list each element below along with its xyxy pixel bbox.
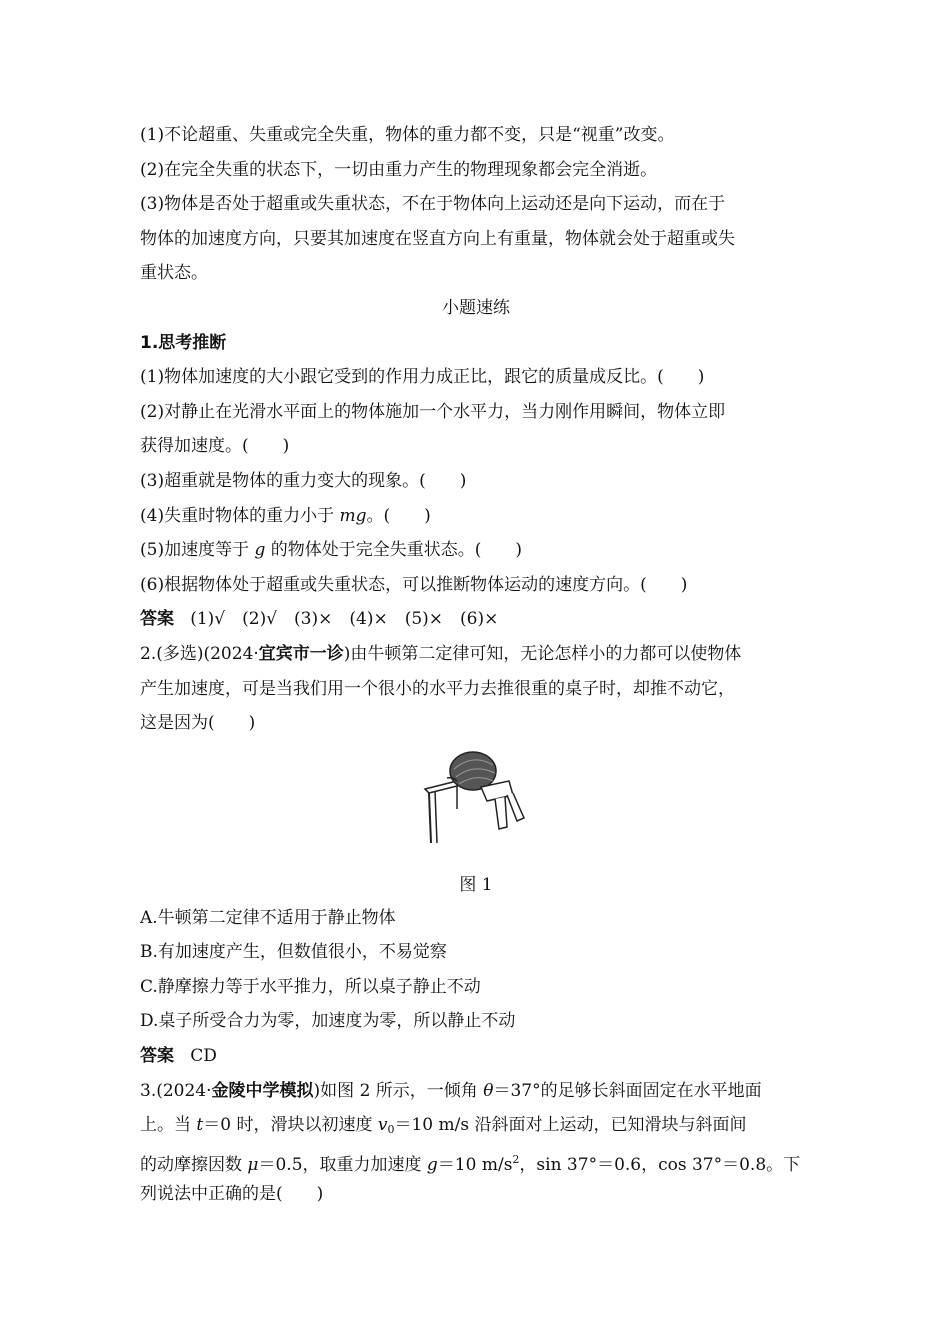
superscript: 2 <box>512 1152 520 1166</box>
var-g: g <box>254 540 266 561</box>
subscript: 0 <box>387 1123 395 1137</box>
q1-item-4 <box>140 499 812 534</box>
q1-heading: 1.思考推断 <box>140 332 227 353</box>
text: ＝10 m/s <box>437 1154 513 1175</box>
q3-stem-line: 列说法中正确的是( ) <box>140 1184 324 1205</box>
q2-option-d: D.桌子所受合力为零，加速度为零，所以静止不动 <box>140 1011 516 1032</box>
note-line: (2)在完全失重的状态下，一切由重力产生的物理现象都会完全消逝。 <box>140 159 658 180</box>
text: )如图 2 所示，一倾角 <box>313 1080 484 1101</box>
q2-source: 宜宾市一诊 <box>258 643 344 664</box>
q2-option-c: C.静摩擦力等于水平推力，所以桌子静止不动 <box>140 976 481 997</box>
text: ＝10 m/s 沿斜面对上运动，已知滑块与斜面间 <box>394 1115 747 1136</box>
person-pushing-table-illustration <box>421 751 531 851</box>
section-title: 小题速练 <box>442 297 510 318</box>
q1-item: (1)物体加速度的大小跟它受到的作用力成正比，跟它的质量成反比。( ) <box>140 367 705 388</box>
var-mg: mg <box>339 505 367 526</box>
notes-block <box>140 118 812 291</box>
text: 3.(2024· <box>140 1080 212 1101</box>
text: ，sin 37°＝0.6，cos 37°＝0.8。下 <box>519 1154 801 1175</box>
figure-1-caption: 图 1 <box>459 874 493 895</box>
note-line: (3)物体是否处于超重或失重状态，不在于物体向上运动还是向下运动，而在于 <box>140 194 726 215</box>
q2-option-b: B.有加速度产生，但数值很小，不易觉察 <box>140 942 447 963</box>
text: (4)失重时物体的重力小于 <box>140 505 340 526</box>
question-3 <box>140 1074 812 1212</box>
answer-label: 答案 <box>140 1046 174 1067</box>
answer-text: CD <box>190 1046 217 1067</box>
note-line: 物体的加速度方向，只要其加速度在竖直方向上有重量，物体就会处于超重或失 <box>140 228 735 249</box>
text: 上。当 <box>140 1115 197 1136</box>
q1-answer <box>140 602 812 637</box>
q1-item: (2)对静止在光滑水平面上的物体施加一个水平力，当力刚作用瞬间，物体立即 <box>140 401 726 422</box>
text: )由牛顿第二定律可知，无论怎样小的力都可以使物体 <box>343 643 742 664</box>
text: ＝0 时，滑块以初速度 <box>203 1115 378 1136</box>
text: 。( ) <box>366 505 431 526</box>
text: ＝0.5，取重力加速度 <box>258 1154 427 1175</box>
var-g: g <box>426 1154 438 1175</box>
q3-stem-line <box>140 1108 812 1143</box>
text: 2.(多选)(2024· <box>140 643 259 664</box>
q2-stem-line <box>140 637 812 672</box>
question-2 <box>140 637 812 1074</box>
q3-stem-line <box>140 1143 812 1178</box>
q2-option-a: A.牛顿第二定律不适用于静止物体 <box>140 907 396 928</box>
q3-source: 金陵中学模拟 <box>211 1080 314 1101</box>
var-t: t <box>196 1115 204 1136</box>
text: ＝37°的足够长斜面固定在水平地面 <box>493 1080 762 1101</box>
question-1 <box>140 326 812 637</box>
q2-answer <box>140 1039 812 1074</box>
note-line: 重状态。 <box>140 263 208 284</box>
q1-item: (6)根据物体处于超重或失重状态，可以推断物体运动的速度方向。( ) <box>140 574 688 595</box>
q1-item: (3)超重就是物体的重力变大的现象。( ) <box>140 470 467 491</box>
text: 的物体处于完全失重状态。( ) <box>265 540 523 561</box>
q2-stem-line: 这是因为( ) <box>140 713 256 734</box>
document-page <box>140 118 812 1212</box>
q2-stem-line: 产生加速度，可是当我们用一个很小的水平力去推很重的桌子时，却推不动它， <box>140 678 735 699</box>
q3-stem-line <box>140 1074 812 1109</box>
text: 的动摩擦因数 <box>140 1154 248 1175</box>
q1-item-5 <box>140 533 812 568</box>
note-line: (1)不论超重、失重或完全失重，物体的重力都不变，只是“视重”改变。 <box>140 125 675 145</box>
answer-label: 答案 <box>140 609 174 630</box>
var-v: v <box>377 1115 388 1136</box>
var-theta: θ <box>483 1080 494 1101</box>
q1-item: 获得加速度。( ) <box>140 436 290 457</box>
answer-text: (1)√ (2)√ (3)× (4)× (5)× (6)× <box>190 609 499 630</box>
text: (5)加速度等于 <box>140 540 255 561</box>
figure-1 <box>140 741 812 869</box>
var-mu: μ <box>247 1154 259 1175</box>
